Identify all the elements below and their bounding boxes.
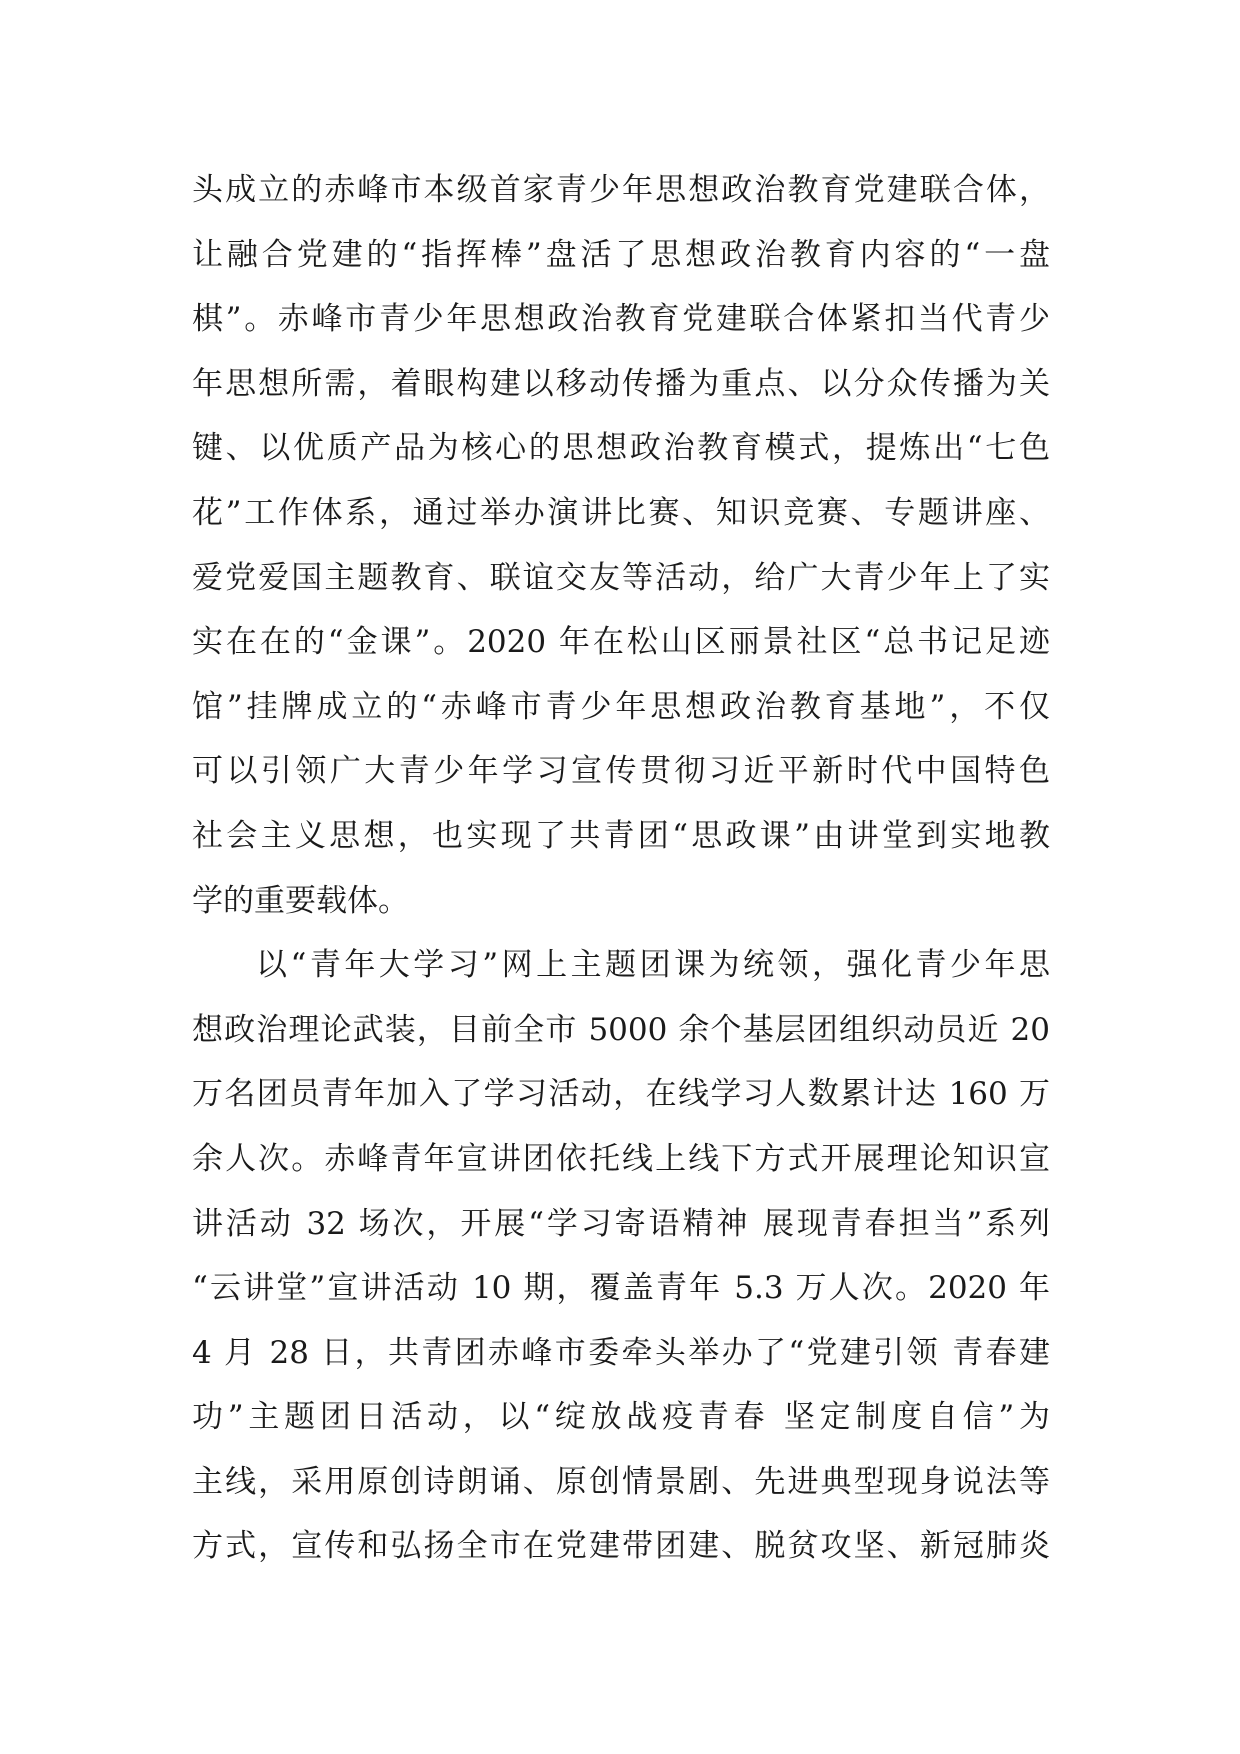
- text-line: 头成立的赤峰市本级首家青少年思想政治教育党建联合体，: [192, 172, 1050, 208]
- text-line: 余人次。赤峰青年宣讲团依托线上线下方式开展理论知识宣: [192, 1140, 1050, 1177]
- body-text: [192, 158, 1050, 1579]
- text-line: 功”主题团日活动，以“绽放战疫青春 坚定制度自信”为: [192, 1399, 1050, 1436]
- text-line: 社会主义思想，也实现了共青团“思政课”由讲堂到实地教: [192, 817, 1050, 854]
- text-line: “云讲堂”宣讲活动 10 期，覆盖青年 5.3 万人次。2020 年: [192, 1270, 1050, 1307]
- text-line: 让融合党建的“指挥棒”盘活了思想政治教育内容的“一盘: [192, 236, 1050, 273]
- text-line: 实在在的“金课”。2020 年在松山区丽景社区“总书记足迹: [192, 624, 1050, 661]
- paragraph-1: [192, 158, 1050, 933]
- text-line: 学的重要载体。: [192, 882, 409, 919]
- text-line: 4 月 28 日，共青团赤峰市委牵头举办了“党建引领 青春建: [192, 1334, 1050, 1371]
- text-line: 以“青年大学习”网上主题团课为统领，强化青少年思: [256, 947, 1050, 984]
- text-line: 爱党爱国主题教育、联谊交友等活动，给广大青少年上了实: [192, 559, 1050, 596]
- text-line: 键、以优质产品为核心的思想政治教育模式，提炼出“七色: [192, 430, 1050, 467]
- text-line: 想政治理论武装，目前全市 5000 余个基层团组织动员近 20: [192, 1011, 1050, 1048]
- text-line: 馆”挂牌成立的“赤峰市青少年思想政治教育基地”，不仅: [192, 688, 1050, 725]
- text-line: 可以引领广大青少年学习宣传贯彻习近平新时代中国特色: [192, 753, 1050, 790]
- text-line: 万名团员青年加入了学习活动，在线学习人数累计达 160 万: [192, 1076, 1050, 1113]
- text-line: 棋”。赤峰市青少年思想政治教育党建联合体紧扣当代青少: [192, 301, 1050, 338]
- text-line: 花”工作体系，通过举办演讲比赛、知识竞赛、专题讲座、: [192, 494, 1050, 531]
- paragraph-2: [192, 933, 1050, 1579]
- text-line: 主线，采用原创诗朗诵、原创情景剧、先进典型现身说法等: [192, 1463, 1050, 1500]
- text-line: 年思想所需，着眼构建以移动传播为重点、以分众传播为关: [192, 365, 1050, 402]
- text-line: 讲活动 32 场次，开展“学习寄语精神 展现青春担当”系列: [192, 1205, 1050, 1242]
- text-line: 方式，宣传和弘扬全市在党建带团建、脱贫攻坚、新冠肺炎: [192, 1528, 1050, 1565]
